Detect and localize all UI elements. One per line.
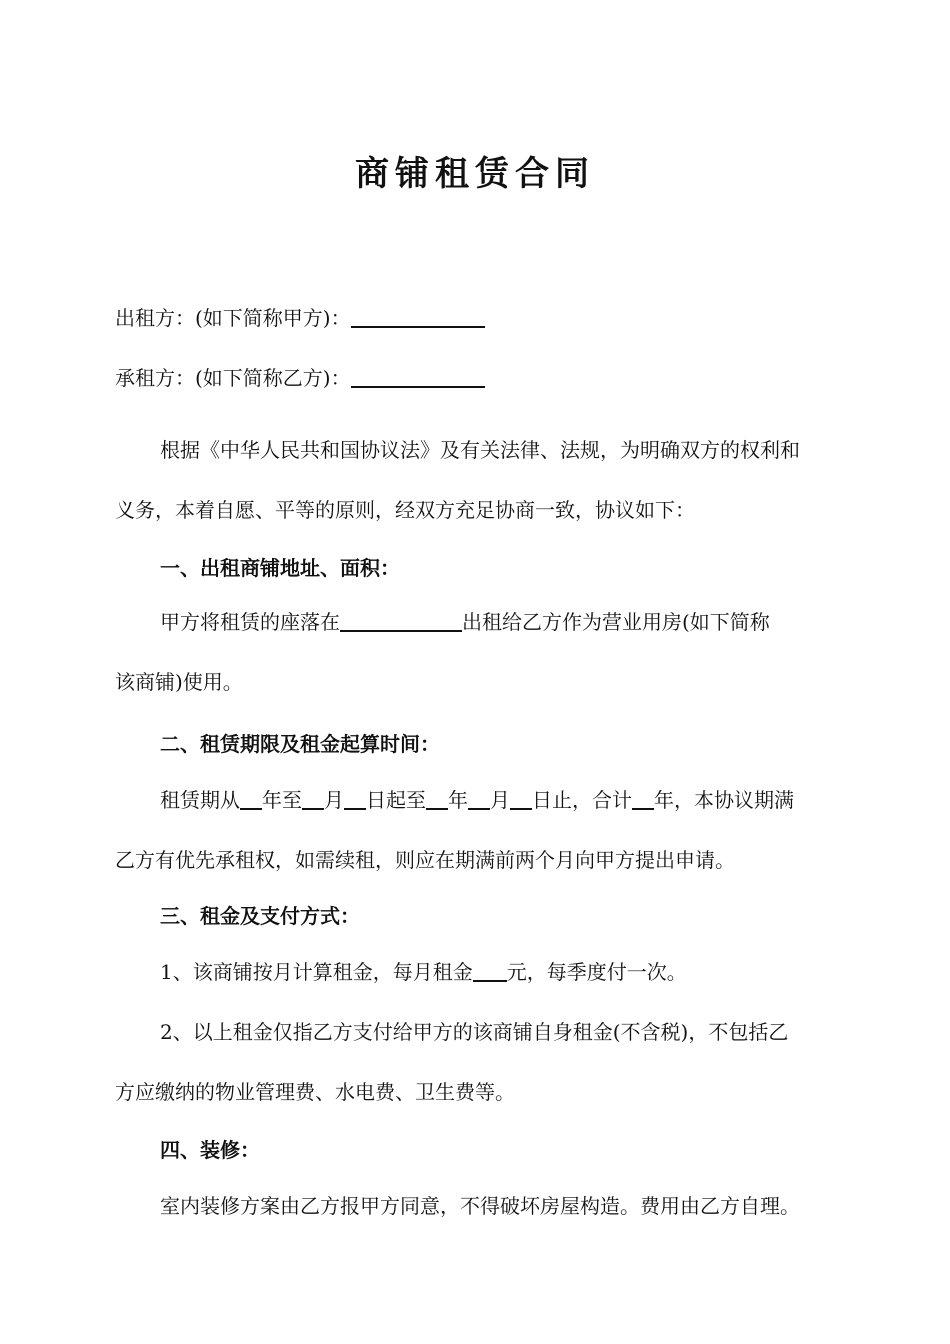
section4-line-1: 室内装修方案由乙方报甲方同意，不得破坏房屋构造。费用由乙方自理。 (160, 1194, 800, 1218)
years-expiry-label: 年，本协议期满 (654, 788, 794, 812)
monthly-rent-blank[interactable] (473, 958, 507, 982)
lessee-name-blank[interactable] (351, 364, 485, 388)
lessor-name-blank[interactable] (351, 304, 485, 328)
year-to-label: 年至 (262, 788, 302, 812)
intro-line-1: 根据《中华人民共和国协议法》及有关法律、法规，为明确双方的权利和 (160, 438, 800, 462)
section1-text-before: 甲方将租赁的座落在 (160, 610, 340, 634)
lessor-label: 出租方：(如下简称甲方)： (115, 306, 351, 330)
month-label: 月 (324, 788, 344, 812)
rent-text-before: 1、该商铺按月计算租金，每月租金 (160, 960, 473, 984)
section2-line-1 (160, 786, 850, 814)
start-year-blank[interactable] (240, 786, 262, 810)
section3-item-1 (160, 958, 850, 986)
intro-line-2: 义务，本着自愿、平等的原则，经双方充足协商一致，协议如下： (115, 498, 695, 522)
section1-line-2: 该商铺)使用。 (115, 670, 243, 694)
day-until-label: 日起至 (366, 788, 426, 812)
end-month-blank[interactable] (468, 786, 490, 810)
start-month-blank[interactable] (302, 786, 324, 810)
end-day-label: 日止，合计 (532, 788, 632, 812)
section2-heading: 二、租赁期限及租金起算时间： (160, 732, 440, 756)
rent-text-after: 元，每季度付一次。 (506, 960, 687, 984)
section2-line-2: 乙方有优先承租权，如需续租，则应在期满前两个月向甲方提出申请。 (115, 848, 735, 872)
section4-heading: 四、装修： (160, 1138, 260, 1162)
end-year-label: 年 (448, 788, 468, 812)
end-month-label: 月 (490, 788, 510, 812)
lessor-line (115, 304, 845, 332)
lease-from-label: 租赁期从 (160, 788, 240, 812)
lessee-label: 承租方：(如下简称乙方)： (115, 366, 351, 390)
section1-line-1 (160, 608, 850, 636)
total-years-blank[interactable] (632, 786, 654, 810)
section1-text-after: 出租给乙方作为营业用房(如下简称 (462, 610, 770, 634)
address-blank[interactable] (340, 608, 462, 632)
start-day-blank[interactable] (344, 786, 366, 810)
section3-item-2-line-1: 2、以上租金仅指乙方支付给甲方的该商铺自身租金(不含税)，不包括乙 (160, 1020, 789, 1044)
document-title: 商铺租赁合同 (355, 154, 595, 194)
end-year-blank[interactable] (426, 786, 448, 810)
end-day-blank[interactable] (510, 786, 532, 810)
section1-heading: 一、出租商铺地址、面积： (160, 556, 400, 580)
section3-item-2-line-2: 方应缴纳的物业管理费、水电费、卫生费等。 (115, 1080, 515, 1104)
lessee-line (115, 364, 845, 392)
section3-heading: 三、租金及支付方式： (160, 904, 360, 928)
